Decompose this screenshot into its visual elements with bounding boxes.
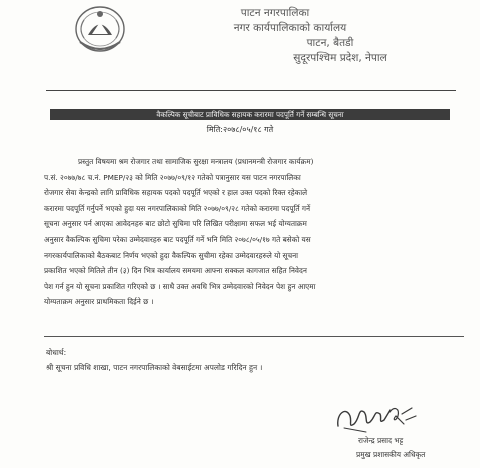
body-line: प्रकाशित भएको मितिले तीन (३) दिन भित्र कार्यालय समयमा आफ्ना सक्कल कागजात सहित निवेदन	[44, 266, 307, 276]
cc-divider	[44, 336, 464, 337]
letterhead	[130, 6, 420, 66]
body-line: करारमा पदपूर्ति गर्नुपर्ने भएको हुदा यस नगरपालिकाको मिति २०७७/०९/२८ गतेको करारमा पदपूर्ति गर्ने	[44, 203, 311, 213]
body-line: अनुसार वैकल्पिक सुचिमा परेका उम्मेदवारहरु बाट पदपूर्ति गर्ने भनि मिति २०७८/०५/१७ गते बसेको यस	[44, 234, 311, 244]
body-line: योग्यताक्रम अनुसार प्राथमिकता दिईने छ ।	[44, 297, 154, 307]
signature-icon	[330, 396, 420, 434]
cc-recipient: श्री सूचना प्रविधि शाखा, पाटन नगरपालिकाको वेबसाईटमा अपलोड गरिदिन हुन ।	[46, 363, 263, 372]
notice-heading: वैकल्पिक सूचीबाट प्राविधिक सहायक करारमा पदपूर्ति गर्ने सम्बन्धि सूचना	[50, 109, 450, 120]
signer-title: प्रमुख प्रशासकीय अधिकृत	[356, 450, 426, 459]
notice-date: मिति:२०७८/०५/१८ गते	[206, 125, 274, 134]
signer-name: राजेन्द्र प्रसाद भट्ट	[358, 436, 404, 445]
cc-label: बोधार्थ:	[46, 348, 67, 357]
notice-body	[44, 154, 462, 310]
body-line: सूचना अनुसार पर्न आएका आवेदनहरु बाट छोटो सुचिमा परि लिखित परीक्षामा सफल भई योग्यताक्रम	[44, 219, 307, 229]
nepal-emblem-icon	[70, 2, 130, 54]
province-country: सुदूरपश्चिम प्रदेश, नेपाल	[293, 52, 387, 64]
municipality-name: पाटन नगरपालिका	[240, 7, 310, 19]
body-line: प्रस्तुत विषयमा श्रम रोजगार तथा सामाजिक सुरक्षा मन्त्रालय (प्रधानमन्त्री रोजगार कार्यक्रम)	[78, 157, 314, 166]
body-line: पेश गर्न हुन यो सूचना प्रकाशित गरिएको छ । साथै उक्त अवधि भित्र उम्मेदवारको निवेदन पेश हुन आएमा	[44, 281, 316, 291]
header-divider	[46, 90, 456, 91]
body-line: प.सं. २०७७/७८ च.नं. PMEP/२३ को मिति २०७७/०९/१२ गतेको पत्रानुसार यस पाटन नगरपालिका	[44, 172, 301, 182]
office-name: नगर कार्यपालिकाको कार्यालय	[233, 22, 347, 34]
office-location: पाटन, बैतडी	[306, 37, 354, 49]
body-line: नगरकार्यपालिकाको बैठकबाट निर्णय भएको हुदा वैकल्पिक सुचीमा रहेका उम्मेदवारहरुले यो सूचना	[44, 250, 299, 260]
body-line: रोजगार सेवा केन्द्रको लागि प्राविधिक सहायक पदको पदपूर्ति भएको र हाल उक्त पदको रिक्त रहेकाले	[44, 188, 308, 198]
